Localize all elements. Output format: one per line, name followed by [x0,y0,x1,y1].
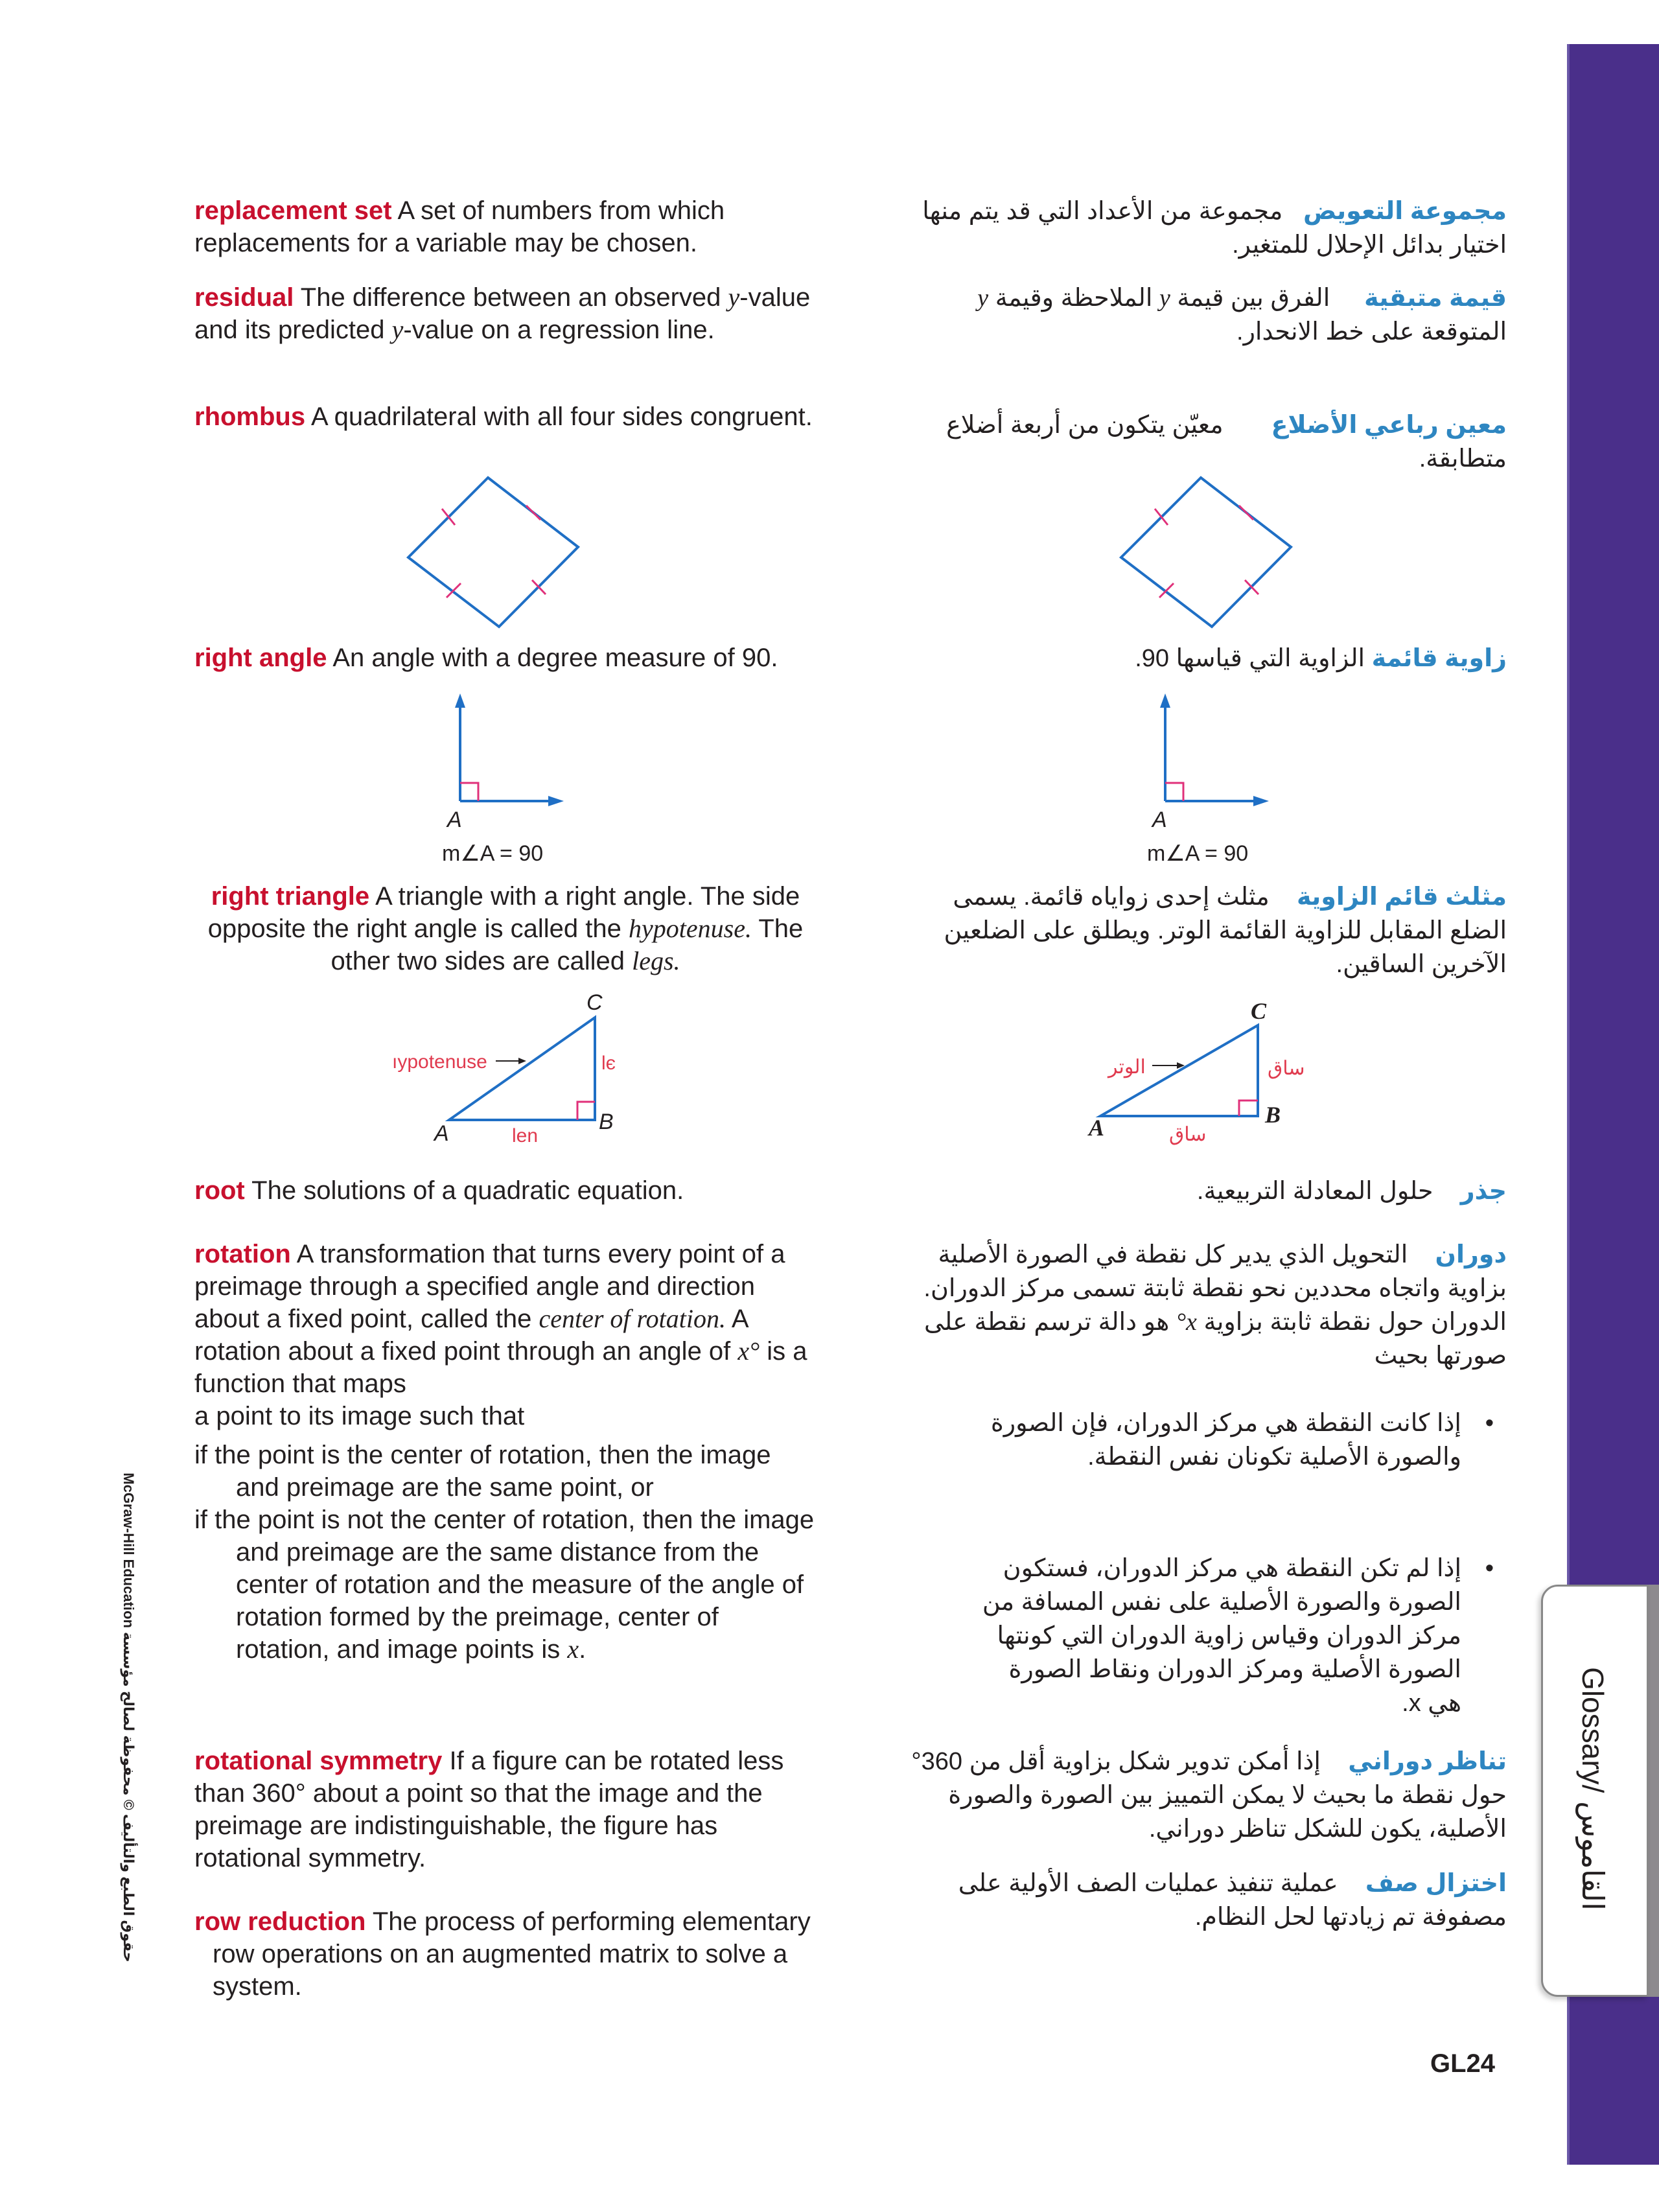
hypotenuse-label: ıypotenuse [392,1051,487,1073]
vertex-b-label: B [1265,1102,1281,1128]
congruence-ticks [442,506,546,598]
rotation-case-1-ar: • إذا كانت النقطة هي مركز الدوران، فإن الصورة والصورة الأصلية تكونان نفس النقطة. [904,1406,1507,1474]
right-angle-figure-ar [1120,681,1314,875]
definition: مثلث إحدى زواياه قائمة. يسمى الضلع المقابل للزاوية القائمة الوتر. ويطلق على الضلعين الآخرين الساقين. [944,883,1507,978]
hypotenuse-label: الوتر [1108,1056,1146,1078]
leg-horizontal-label: len [512,1125,539,1147]
arrow-right-icon [548,796,564,806]
definition: If a figure can be rotated less than 360° about a point so that the image and the preimage are indistinguishable, the figure has rotational symmetry. [194,1747,784,1872]
entry-root-ar [904,1174,1507,1208]
definition: عملية تنفيذ عمليات الصف الأولية على مصفوفة تم زيادتها لحل النظام. [958,1870,1507,1931]
definition: الفرق بين قيمة y الملاحظة وقيمة y المتوقعة على خط الانحدار. [977,285,1507,345]
term: residual [194,283,294,312]
term: replacement set [194,196,392,225]
right-angle-mark [1165,783,1183,801]
vertex-a-label: A [434,1121,449,1146]
definition: The difference between an observed y-value and its predicted y-value on a regression line. [194,283,811,344]
entry-rhombus [194,401,817,433]
definition-cont: a point to its image such that [194,1402,525,1430]
entry-rhombus-ar [904,408,1507,476]
angle-caption: m∠A = 90 [1147,841,1249,866]
term: row reduction [194,1907,366,1936]
term: زاوية قائمة [1371,645,1507,672]
entry-residual-ar [904,281,1507,349]
rhombus-shape [1121,478,1291,627]
definition: معيّن يتكون من أربعة أضلاع متطابقة. [946,412,1507,472]
arrow-up-icon [455,693,465,708]
term: rhombus [194,402,306,431]
rhombus-shape [408,478,578,627]
definition: A triangle with a right angle. The side opposite the right angle is called the hypotenuse. The other two sides are called legs. [207,882,804,975]
right-triangle-figure [363,985,655,1154]
leg-horizontal-label: ساق [1169,1124,1207,1145]
arrow-right-icon [518,1058,526,1064]
entry-rotation-ar [904,1238,1507,1373]
rotation-case-2-ar: • إذا لم تكن النقطة هي مركز الدوران، فستكون الصورة والصورة الأصلية على نفس المسافة من مركز الدوران وقياس زاوية الدوران التي كونتها الصورة الأصلية ومركز الدوران ونقاط الصورة هي x. [904,1552,1507,1720]
vertex-label: A [447,808,462,832]
entry-row-reduction [194,1905,817,2003]
definition: إذا أمكن تدوير شكل بزاوية أقل من 360° حول نقطة ما بحيث لا يمكن التمييز بين الصورة والصورة الأصلية، يكون للشكل تناظر دوراني. [911,1748,1507,1843]
right-angle-mark [460,783,478,801]
right-angle-mark [1239,1100,1258,1116]
definition: A transformation that turns every point of a preimage through a specified angle and direction about a fixed point, called the center of rotation. A rotation about a fixed point through an angle of x° is a function that maps [194,1240,807,1398]
term: قيمة متبقية [1364,285,1507,312]
entry-replacement-set-ar [904,194,1507,262]
right-angle-figure [415,681,609,875]
right-angle-mark [577,1102,595,1120]
vertex-c-label: C [586,990,603,1015]
definition: A set of numbers from which replacements for a variable may be chosen. [194,196,725,257]
page-number: GL24 [1430,2049,1496,2078]
term: right triangle [211,882,370,911]
vertex-b-label: B [599,1110,614,1134]
rhombus-figure [389,467,596,635]
definition: حلول المعادلة التربيعية. [1196,1178,1433,1205]
arrow-up-icon [1160,693,1170,708]
entry-row-reduction-ar [904,1867,1507,1934]
term: root [194,1176,245,1205]
term: تناظر دوراني [1348,1748,1507,1775]
entry-replacement-set [194,194,817,259]
definition: الزاوية التي قياسها 90. [1135,645,1365,672]
arrow-right-icon [1253,796,1269,806]
term: rotation [194,1240,291,1268]
entry-rotational-symmetry [194,1745,817,1874]
term: rotational symmetry [194,1747,443,1775]
entry-right-angle [194,642,817,674]
rotation-case-2: if the point is not the center of rotation, then the image and preimage are the same distance from the center of rotation and the measure of the angle of rotation formed by the preimage, center of rotation, and image points is x. [194,1506,815,1664]
rhombus-figure-ar [1102,467,1309,635]
term: right angle [194,644,327,672]
rotation-case-1: if the point is the center of rotation, then the image and preimage are the same point, or [194,1441,771,1502]
entry-residual [194,281,817,346]
vertex-label: A [1152,808,1167,832]
term: دوران [1435,1241,1507,1268]
glossary-tab-label: Glossary/ القاموس [1576,1667,1610,1911]
entry-right-triangle-ar [904,880,1507,981]
vertex-a-label: A [1089,1115,1105,1141]
copyright-credit: McGraw-Hill Education حقوق الطبع والتأليف © محفوظة لصالح مؤسسة [121,1473,137,1962]
congruence-ticks [1155,506,1259,598]
definition: مجموعة من الأعداد التي قد يتم منها اختيار بدائل الإحلال للمتغير. [922,198,1507,259]
definition: The solutions of a quadratic equation. [251,1176,684,1205]
right-triangle-figure-ar [1089,985,1322,1154]
definition: التحويل الذي يدير كل نقطة في الصورة الأصلية بزاوية واتجاه محددين نحو نقطة ثابتة تسمى مركز الدوران. الدوران حول نقطة ثابتة بزاوية x° هو دالة ترسم نقطة على صورتها بحيث [923,1241,1507,1369]
definition: A quadrilateral with all four sides congruent. [311,402,813,431]
term: مثلث قائم الزاوية [1296,883,1507,911]
term: جذر [1460,1178,1507,1205]
entry-rotation [194,1238,817,1666]
entry-rotational-symmetry-ar [904,1745,1507,1846]
term: معين رباعي الأضلاع [1271,412,1507,439]
definition: The process of performing elementary row operations on an augmented matrix to solve a system. [213,1907,811,2001]
definition: An angle with a degree measure of 90. [332,644,778,672]
term: مجموعة التعويض [1303,198,1507,225]
leg-vertical-label: lє [601,1053,616,1074]
term: اختزال صف [1365,1870,1507,1897]
entry-right-angle-ar [904,642,1507,675]
vertex-c-label: C [1251,998,1267,1024]
entry-right-triangle [194,880,817,977]
leg-vertical-label: ساق [1268,1058,1305,1079]
entry-root [194,1174,817,1207]
angle-caption: m∠A = 90 [442,841,544,866]
